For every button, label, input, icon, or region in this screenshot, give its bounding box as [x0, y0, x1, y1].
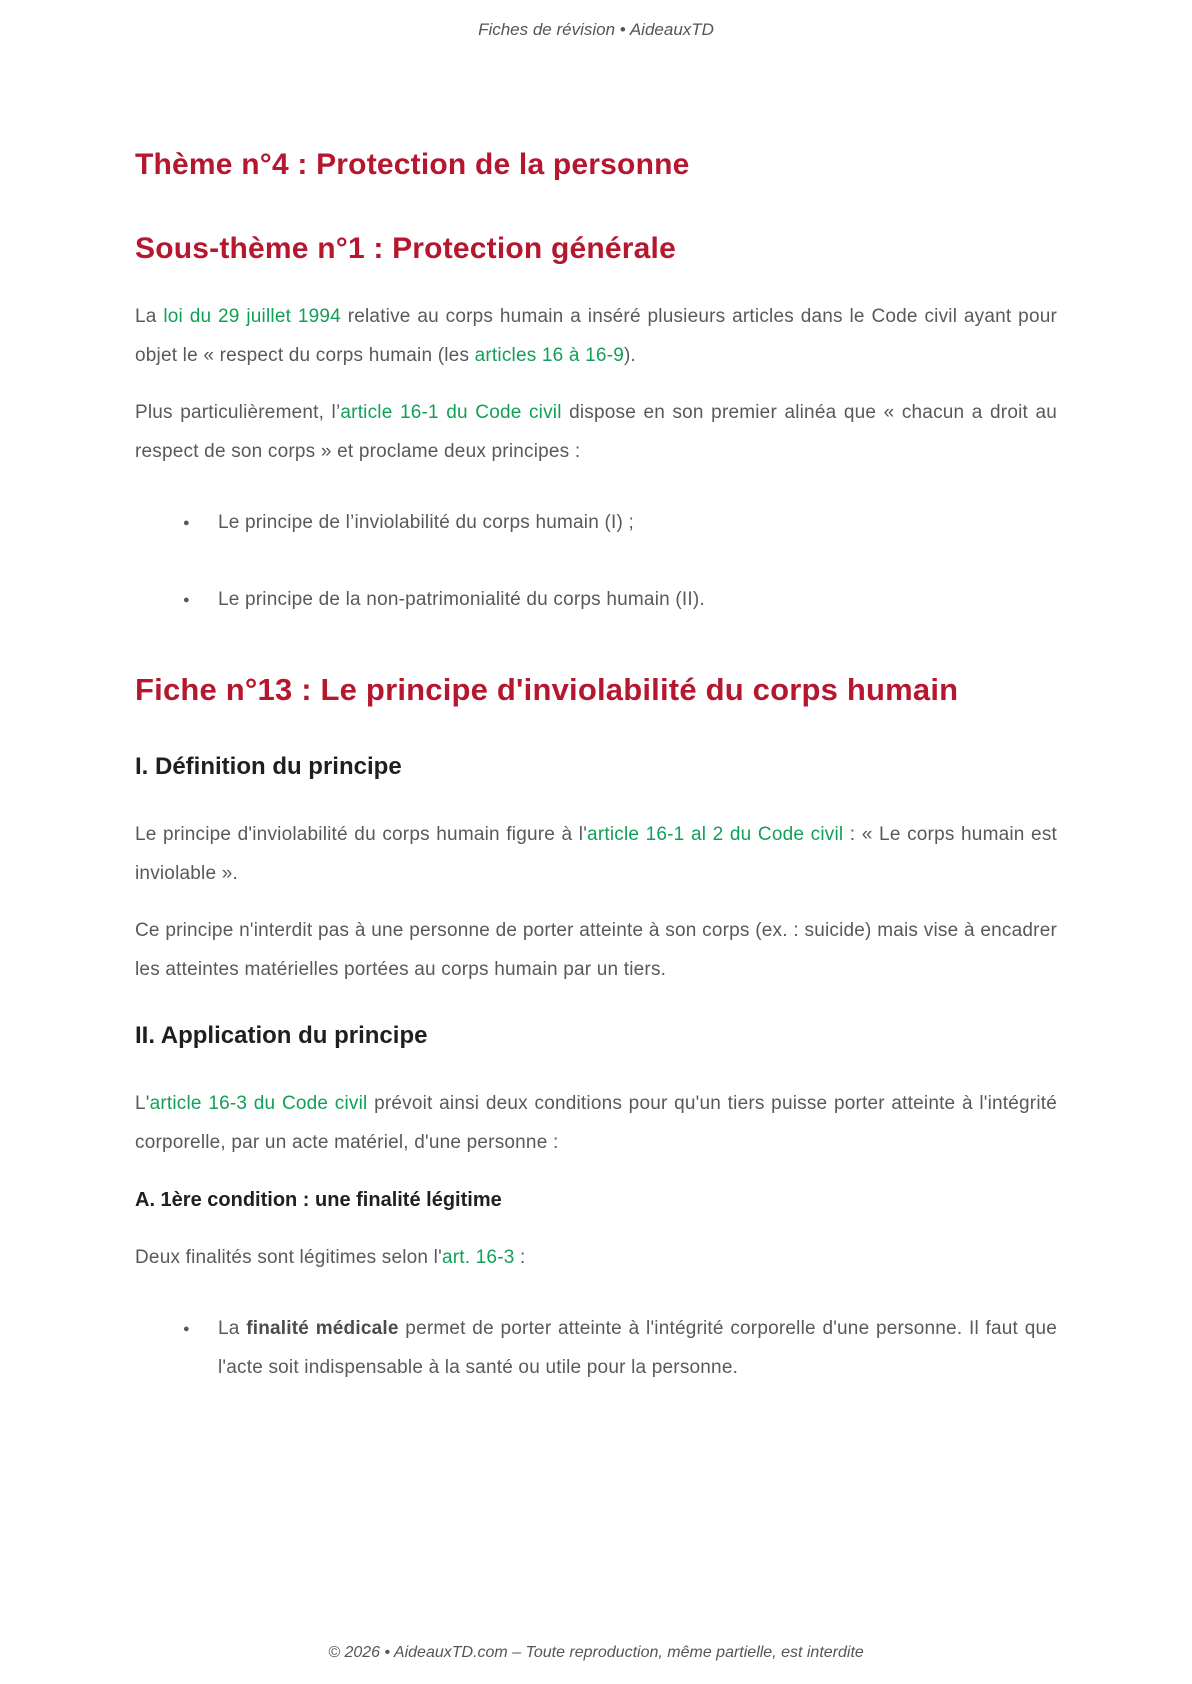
list-item: [135, 1309, 1057, 1387]
text-segment: permet de porter atteinte à l'intégrité corporelle d'une personne. Il faut que l'acte soit indispensable à la santé ou utile pour la personne.: [218, 1318, 1057, 1378]
inline-link[interactable]: articles 16 à 16-9: [474, 345, 624, 366]
paragraph-application-1: [135, 1084, 1057, 1162]
page-content: [135, 0, 1057, 1425]
section-title-definition: I. Définition du principe: [135, 753, 402, 780]
text-segment: Ce principe n'interdit pas à une personne de porter atteinte à son corps (ex. : suicide) mais vise à encadrer les atteintes matérielles portées au corps humain par un tiers.: [135, 920, 1057, 980]
list-item: ● Le principe de la non-patrimonialité du corps humain (II).: [135, 580, 1057, 619]
text-segment: Plus particulièrement, l’: [135, 402, 341, 423]
text-segment: relative au corps humain a inséré plusieurs articles dans le Code civil ayant pour objet le « respect du corps humain (les: [135, 306, 1058, 366]
text-segment: prévoit ainsi deux conditions pour qu'un tiers puisse porter atteinte à l'intégrité corporelle, par un acte matériel, d'une personne :: [135, 1093, 1057, 1153]
principles-list: [135, 503, 1057, 619]
page-header: Fiches de révision • AideauxTD: [478, 20, 714, 39]
inline-link[interactable]: art. 16-3: [441, 1247, 515, 1268]
fiche-title: Fiche n°13 : Le principe d'inviolabilité du corps humain: [135, 672, 959, 707]
text-segment: Le principe d'inviolabilité du corps humain figure à l': [135, 824, 588, 845]
finalites-list: [135, 1309, 1057, 1387]
text-segment: dispose en son premier alinéa que « chacun a droit au respect de son corps » et proclame deux principes :: [135, 402, 1057, 462]
text-segment: ).: [623, 345, 636, 366]
text-segment: finalité médicale: [246, 1318, 399, 1339]
page-footer: © 2026 • AideauxTD.com – Toute reproduction, même partielle, est interdite: [328, 1644, 864, 1661]
list-item: ● Le principe de l’inviolabilité du corps humain (I) ;: [135, 503, 1057, 542]
text-segment: :: [514, 1247, 526, 1268]
inline-link[interactable]: article 16-1 al 2 du Code civil: [587, 824, 844, 845]
inline-link[interactable]: article 16-1 du Code civil: [340, 402, 562, 423]
inline-link[interactable]: article 16-3 du Code civil: [149, 1093, 368, 1114]
text-segment: La: [218, 1318, 247, 1339]
text-segment: Deux finalités sont légitimes selon l': [135, 1247, 442, 1268]
paragraph-condition-intro: [135, 1238, 1057, 1277]
paragraph-intro-1: [135, 297, 1057, 375]
text-segment: : « Le corps humain est inviolable ».: [135, 824, 1057, 884]
paragraph-definition-2: [135, 911, 1057, 989]
section-title-application: II. Application du principe: [135, 1022, 428, 1049]
inline-link[interactable]: loi du 29 juillet 1994: [163, 306, 341, 327]
paragraph-definition-1: [135, 815, 1057, 893]
subsection-title-condition-1: A. 1ère condition : une finalité légitime: [135, 1189, 502, 1211]
text-segment: L': [135, 1093, 150, 1114]
subtheme-title: Sous-thème n°1 : Protection générale: [135, 232, 676, 265]
theme-title: Thème n°4 : Protection de la personne: [135, 148, 690, 181]
text-segment: La: [135, 306, 164, 327]
paragraph-intro-2: [135, 393, 1057, 471]
